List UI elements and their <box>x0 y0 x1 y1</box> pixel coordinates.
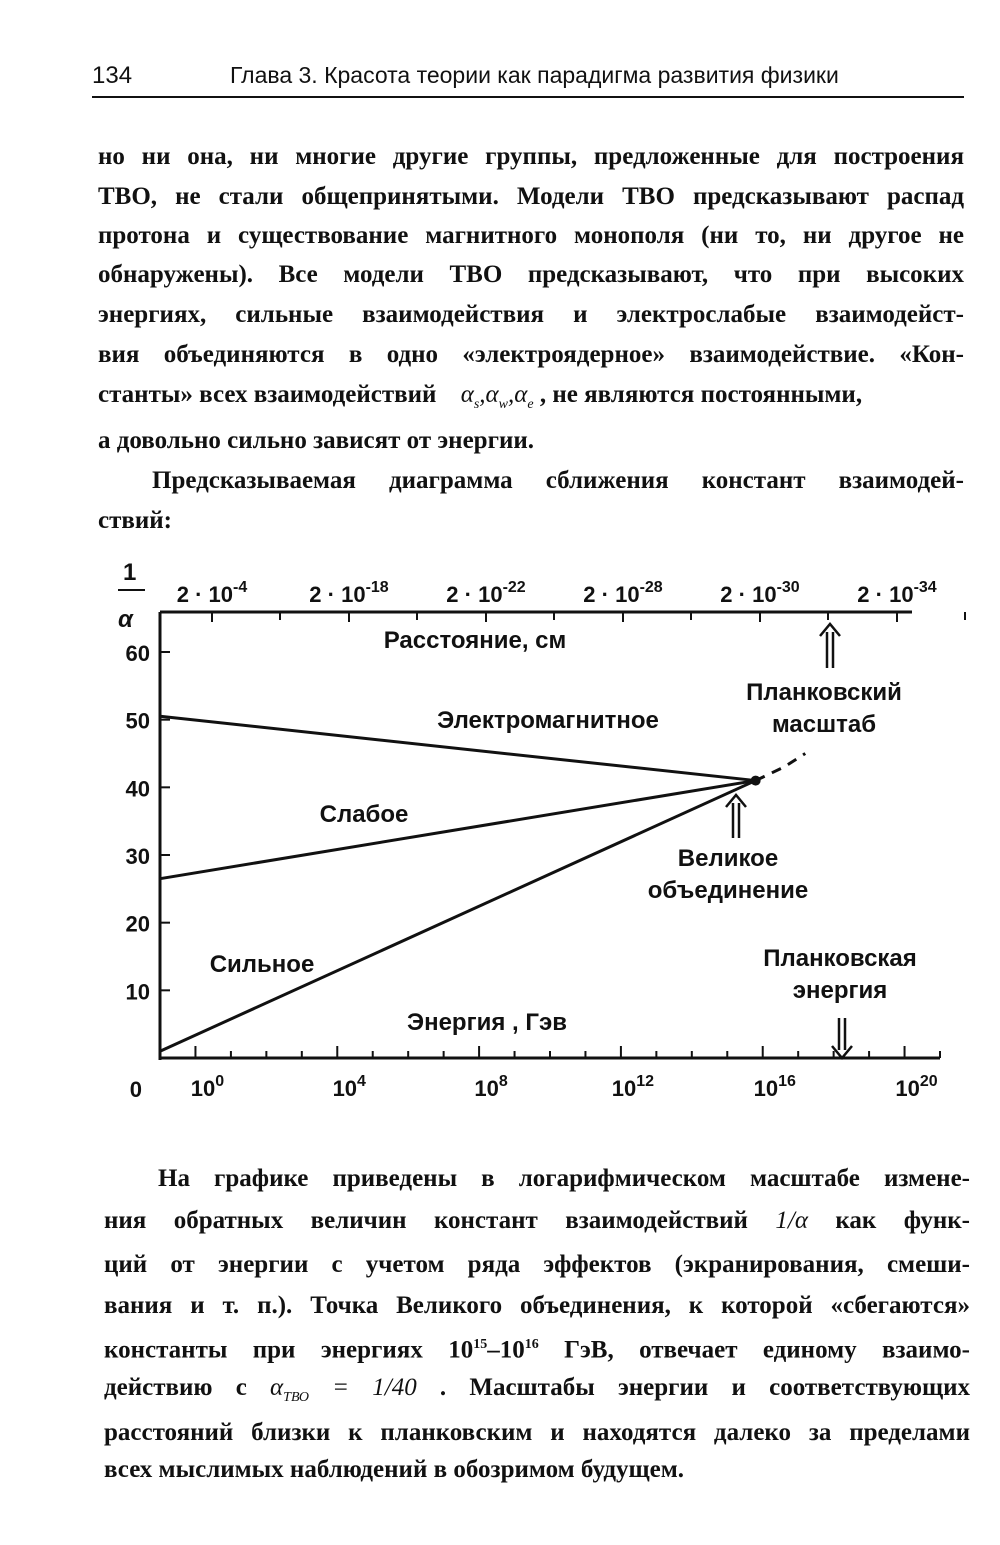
text-line: расстояний близки к планковским и находятся далеко за пределами <box>104 1419 970 1446</box>
y-axis-label-denominator: α <box>118 606 133 633</box>
text-line: вания и т. п.). Точка Великого объединения, к которой «сбегаются» <box>104 1292 970 1319</box>
x-tick-label: $10^{12}$ <box>611 1073 655 1101</box>
y-axis-label-numerator: 1 <box>123 559 137 586</box>
text-line: Предсказываемая диаграмма сближения констант взаимодей- <box>152 467 964 494</box>
arrow-head <box>820 624 840 636</box>
extrapolation-line <box>756 754 806 781</box>
y-tick-label: 50 <box>125 708 150 734</box>
top-tick-label: $2 \cdot 10^{-18}$ <box>309 579 389 607</box>
y-axis-ticks <box>126 641 170 1102</box>
x-tick-label: $10^8$ <box>474 1073 508 1101</box>
text-line: а довольно сильно зависят от энергии. <box>98 427 534 454</box>
page-number: 134 <box>92 62 133 89</box>
planck-energy-label: Планковская <box>763 945 917 972</box>
gut-point <box>751 776 761 786</box>
y-tick-label: 60 <box>125 641 150 666</box>
running-header: Глава 3. Красота теории как парадигма развития физики <box>230 62 839 88</box>
y-tick-label: 20 <box>125 911 150 937</box>
planck-energy-arrow <box>832 1018 852 1058</box>
series-line <box>160 781 756 879</box>
y-tick-label: 30 <box>125 844 150 869</box>
x-tick-label: $10^0$ <box>190 1073 225 1101</box>
text-line: ТВО, не стали общепринятыми. Модели ТВО предсказывают распад <box>98 183 964 210</box>
bottom-axis-ticks <box>160 1046 940 1101</box>
text-line: обнаружены). Все модели ТВО предсказывают, что при высоких <box>98 261 964 288</box>
y-tick-label: 10 <box>125 979 150 1005</box>
x-tick-label: $10^{16}$ <box>753 1073 796 1101</box>
top-tick-label: $2 \cdot 10^{-4}$ <box>176 579 248 607</box>
planck-energy-label: энергия <box>792 977 888 1004</box>
text-line-with-alpha-gut: действию с $\alpha_{ТВО} = 1/40$ . Масштабы энергии и соответствующих <box>104 1374 971 1405</box>
top-axis-label: Расстояние, см <box>383 627 567 654</box>
gut-label: Великое <box>677 845 779 872</box>
text-line: энергиях, сильные взаимодействия и электрослабые взаимодейст- <box>98 301 964 328</box>
top-tick-label: $2 \cdot 10^{-34}$ <box>857 579 937 607</box>
planck-scale-label: масштаб <box>771 711 877 738</box>
planck-scale-label: Планковский <box>746 679 902 706</box>
text-line: ций от энергии с учетом ряда эффектов (экранирования, смеши- <box>104 1251 970 1278</box>
gut-label: объединение <box>647 877 809 904</box>
x-tick-label: $10^{20}$ <box>895 1073 938 1101</box>
text-line: вия объединяются в одно «электроядерное» взаимодействие. «Кон- <box>98 341 964 368</box>
text-line-with-energy-range: константы при энергиях $10^{15}-10^{16}$ ГэВ, отвечает единому взаимо- <box>104 1336 970 1364</box>
y-tick-label: 0 <box>129 1077 142 1102</box>
text-fragment: , не являются постоянными, <box>539 381 863 408</box>
text-line: На графике приведены в логарифмическом масштабе измене- <box>158 1165 970 1192</box>
series-label-strong: Сильное <box>209 951 315 978</box>
series-label-electromagnetic: Электромагнитное <box>437 707 659 734</box>
text-line-with-math: ния обратных величин констант взаимодействий 1/α как функ- <box>104 1207 971 1234</box>
alpha-constants: $\alpha_s,\alpha_w,\alpha_e$ <box>460 381 534 412</box>
text-line: всех мыслимых наблюдений в обозримом будущем. <box>104 1456 684 1483</box>
arrow-head <box>832 1046 852 1058</box>
text-fragment: станты» всех взаимодействий <box>98 381 437 408</box>
annotations <box>210 624 917 1058</box>
inverse-alpha: 1/α <box>775 1207 808 1234</box>
y-tick-label: 40 <box>125 776 150 802</box>
text-line: но ни она, ни многие другие группы, предложенные для построения <box>98 143 964 170</box>
x-tick-label: $10^4$ <box>332 1073 366 1101</box>
gut-arrow <box>726 795 746 838</box>
x-axis-label: Энергия , Гэв <box>407 1009 567 1036</box>
alpha-gut: $\alpha_{ТВО} = 1/40$ <box>270 1374 417 1405</box>
arrow-head <box>726 795 746 807</box>
top-tick-label: $2 \cdot 10^{-28}$ <box>583 579 663 607</box>
text-line: протона и существование магнитного монополя (ни то, ни другое не <box>98 222 964 249</box>
text-line: ствий: <box>98 507 173 534</box>
series-label-weak: Слабое <box>319 801 409 828</box>
top-axis-ticks <box>177 579 965 622</box>
top-tick-label: $2 \cdot 10^{-22}$ <box>446 579 526 607</box>
planck-scale-arrow <box>820 624 840 668</box>
top-tick-label: $2 \cdot 10^{-30}$ <box>720 579 800 607</box>
